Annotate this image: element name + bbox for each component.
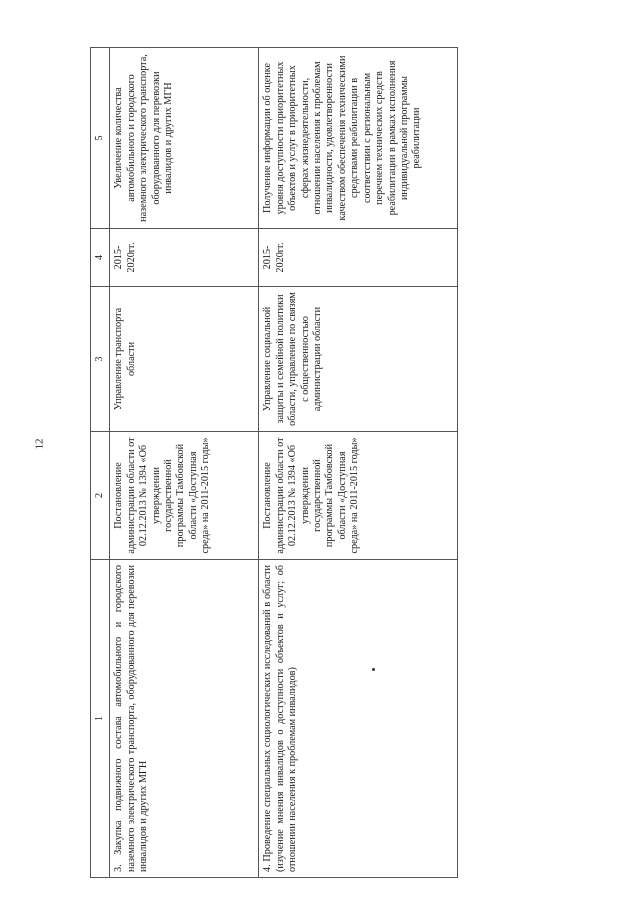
responsible-cell: Управление социальной защиты и семейной политики области, управление по связям с общественностью администрации области [259,287,458,432]
table-row [259,48,458,878]
column-header: 4 [91,229,110,287]
table-header-row [91,48,110,878]
result-cell: Получение информации об оценке уровня доступности приоритетных объектов и услуг в приоритетных сферах жизнедеятельности, отношении населения к проблемам инвалидности, удовлетворенности качеством обеспечения техническими средствами реабилитации в соответствии с региональным перечнем технических средств реабилитации в рамках исполнения индивидуальной программы реабилитации [259,48,458,229]
column-header: 2 [91,432,110,560]
column-header: 3 [91,287,110,432]
legal-basis-cell: Постановление администрации области от 02.12.2013 № 1394 «Об утверждении государственной программы Тамбовской области «Доступная среда» на 2011-2015 годы» [110,432,259,560]
period-cell: 2015-2020гг. [110,229,259,287]
rotated-table-container [90,48,423,878]
legal-basis-cell: Постановление администрации области от 02.12.2013 № 1394 «Об утверждении государственной программы Тамбовской области «Доступная среда» на 2011-2015 годы» [259,432,458,560]
activity-cell: 3. Закупка подвижного состава автомобильного и городского наземного электрического транспорта, оборудованного для перевозки инвалидов и других МГН [110,560,259,878]
column-header: 5 [91,48,110,229]
column-header: 1 [91,560,110,878]
result-cell: Увеличение количества автомобильного и городского наземного электрического транспорта, оборудованного для перевозки инвалидов и других МГН [110,48,259,229]
scan-speck [372,668,375,671]
page-number: 12 [33,438,46,450]
table-row [110,48,259,878]
activity-cell: 4. Проведение специальных социологических исследований в области (изучение мнения инвалидов о доступности объектов и услуг; об отношении населения к проблемам инвалидов) [259,560,458,878]
measures-table [90,47,458,878]
responsible-cell: Управление транспорта области [110,287,259,432]
period-cell: 2015-2020гг. [259,229,458,287]
